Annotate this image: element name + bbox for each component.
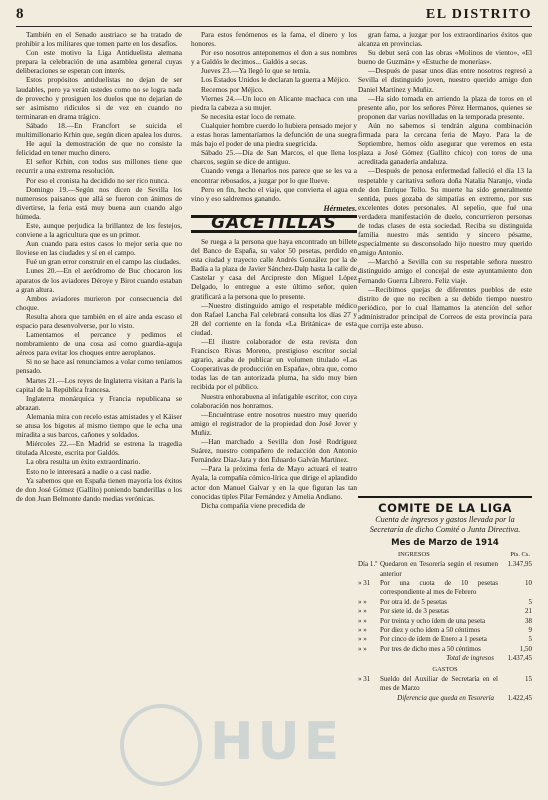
paragraph: Martes 21.—Los reyes de Inglaterra visitan a París la capital de la República francesa.	[16, 375, 182, 394]
ledger-description: Por siete id. de 3 pesetas	[380, 607, 449, 616]
column-3-paragraphs	[358, 30, 532, 492]
paragraph: Cualquier hombre cuerdo lo hubiera pensado mejor y a estas horas lamentaríamos la defunción de una suegra más bajo el poder de una piedra suegricida.	[191, 120, 357, 149]
chronicle-continuation	[191, 30, 357, 203]
paragraph: —Después de penosa enfermedad falleció el día 13 la respetable y caritativa señora doña Natalia Naranjo, viuda de don Enrique Tello. Su muerte ha sido generalmente sentida, pues gozaba de simpatías en extremo, por sus excelentes dotes personales. Al sepelio, que fué una verdadera manifestación de duelo, concurrieron personas de todas clases de esta sociedad. Reciba su distinguida familia nuestro más sentido y sincero pésame, especialmente su desconsolado hijo nuestro muy querido amigo Antonio.	[358, 166, 532, 258]
paragraph: —Han marchado a Sevilla don José Rodríguez Suárez, nuestro compañero de redacción don Antonio Fernández Díaz-Jara y don Eduardo Galván Martínez.	[191, 437, 357, 465]
paragraph: —Ha sido tomada en arriendo la plaza de toros en el presente año, por los señores Pérez Hermanos, quienes se proponen dar varias novilladas en la temporada presente.	[358, 93, 532, 121]
column-1-paragraphs	[16, 30, 182, 503]
gastos-list	[358, 675, 532, 694]
total-ingresos-row	[358, 654, 532, 663]
ledger-description: Sueldo del Auxiliar de Secretaría en el mes de Marzo	[380, 674, 498, 693]
gacetillas-paragraphs	[191, 237, 357, 510]
paragraph: gran fama, a juzgar por los extraordinarios éxitos que alcanza en provincias.	[358, 30, 532, 49]
ledger-row	[358, 560, 532, 579]
paragraph: Lamentamos el percance y pedimos el nombramiento de una cosa así como guardia-aguja aéreos para evitar los choques entre aeroplanos.	[16, 330, 182, 358]
header-rule	[16, 26, 532, 27]
paragraph: La obra resulta un éxito extraordinario.	[26, 457, 141, 467]
ledger-amount: 1.347,95	[507, 560, 532, 569]
paragraph: Recemos por Méjico.	[201, 84, 264, 94]
ledger-row	[358, 607, 532, 616]
ledger-day: Día 1.º	[358, 560, 378, 569]
paragraph: Con este motivo la Liga Antiduelista alemana prepara la celebración de una asamblea general cuyas deliberaciones se esperan con interés.	[16, 48, 182, 76]
ledger-row	[358, 579, 532, 598]
ledger-description: Por diez y ocho ídem a 50 céntimos	[380, 626, 481, 635]
column-2	[191, 30, 357, 792]
paragraph: Sábado 25.—Día de San Marcos, el que llena los charcos, según se dice de antiguo.	[191, 148, 357, 167]
ledger-description: Por una cuota de 10 pesetas correspondiente al mes de Febrero	[380, 579, 498, 597]
paragraph: —Encuéntrase entre nosotros nuestro muy querido amigo el registrador de la propiedad don José Jover y Muñiz.	[191, 409, 357, 437]
ledger-row	[358, 675, 532, 694]
paragraph: También en el Senado austriaco se ha tratado de prohibir a los militares que tomen parte en los desafíos.	[16, 30, 182, 49]
ledger-amount: 15	[525, 674, 532, 683]
section-divider	[358, 496, 532, 498]
ledger-amount: 9	[528, 626, 532, 635]
currency-label: Pts. Cs.	[510, 551, 530, 559]
paragraph: —Después de pasar unos días entre nosotros regresó a Sevilla el distinguido joven, nuestro querido amigo don Daniel Martínez y Muñiz.	[358, 66, 532, 94]
page-number: 8	[16, 6, 24, 22]
paragraph: El señor Krhin, con todos sus millones tiene que recurrir a una extrema resolución.	[16, 157, 182, 176]
ledger-amount: 1,50	[519, 644, 532, 653]
column-1	[16, 30, 182, 792]
diferencia-row	[358, 694, 532, 703]
paragraph: Pero en fin, hecho el viaje, que convierta el agua en vino y eso saldremos ganando.	[191, 184, 357, 203]
ledger-description: Quedaron en Tesorería según el resumen anterior	[380, 560, 498, 578]
newspaper-title: EL DISTRITO	[425, 7, 532, 22]
ledger-amount: 5	[528, 635, 532, 644]
paragraph: Estos propósitos antiduelistas no dejan de ser laudables, pero ya verán ustedes como no se logra nada de provecho y prosiguen los duelos que no dejarían de ser asimismo ridículos si de vez en cuando no terminaran en drama trágico.	[16, 75, 182, 121]
ledger-amount: 5	[528, 597, 532, 606]
paragraph: Domingo 19.—Según nos dicen de Sevilla los numerosos paisanos que allá se fueron con ánimos de divertirse, la feria está muy buena aun cuando algo húmeda.	[16, 184, 182, 221]
ledger-description: Por treinta y ocho ídem de una peseta	[380, 616, 486, 625]
paragraph: Fué un gran error construir en el campo las ciudades.	[26, 257, 181, 267]
comite-subtitle: Cuenta de ingresos y gastos llevada por la Secretaría de dicho Comité o Junta Directiva.	[369, 515, 521, 534]
diferencia-amount: 1.422,45	[507, 693, 532, 702]
ledger-row	[358, 598, 532, 607]
paragraph: Esto no le interesará a nadie o a casi nadie.	[26, 466, 152, 476]
ledger-row	[358, 635, 532, 644]
page-header	[16, 6, 532, 24]
paragraph: Miércoles 22.—En Madrid se estrena la tragedia titulada Alceste, escrita por Galdós.	[16, 439, 182, 458]
paragraph: Resulta ahora que también en el aire anda escaso el espacio para desenvolverse, por lo visto.	[16, 311, 182, 330]
comite-title: COMITE DE LA LIGA	[378, 501, 512, 515]
paragraph: Aun cuando para estos casos lo mejor sería que no lloviese en las ciudades y sí en el campo.	[16, 239, 182, 258]
paragraph: Ambos aviadores murieron por consecuencia del choque.	[16, 293, 182, 312]
paragraph: Por eso nosotros anteponemos el don a sus nombres y a Galdós le decimos... Galdós a secas.	[191, 48, 357, 67]
paragraph: Cuando venga a llenarlos nos parece que se les va a encontrar rebosados, a juzgar por lo que llueve.	[191, 166, 357, 185]
paragraph: Jueves 23.—Ya llegó lo que se temía.	[201, 66, 311, 76]
paragraph: Se ruega a la persona que haya encontrado un billete del Banco de España, su valor 50 pesetas, perdido en esta ciudad y trayecto calle Andrés González por la de Badía a la plaza de Javier Sánchez-Dalp hasta la calle de Castelar y casa del Arcipreste don Miguel López Delgado, lo entregue a este último señor, quien gratificará a la persona que lo presente.	[191, 236, 357, 301]
ingresos-header	[398, 550, 530, 559]
ledger-day: » 31	[358, 674, 371, 683]
gacetillas-heading: GACETILLAS	[191, 215, 357, 233]
ledger-description: Por otra id. de 5 pesetas	[380, 597, 447, 606]
paragraph: Lunes 20.—En el aeródromo de Buc chocaron los aparatos de los aviadores Déroye y Birot cuando estaban a gran altura.	[16, 266, 182, 294]
ledger-description: Por cinco de ídem de Enero a 1 peseta	[380, 635, 487, 644]
paragraph: Por eso el cronista ha decidido no ser rico nunca.	[26, 175, 170, 185]
comite-month: Mes de Marzo de 1914	[391, 538, 499, 548]
total-ingresos-amount: 1.437,45	[507, 654, 532, 663]
paragraph: —El ilustre colaborador de esta revista don Francisco Rivas Moreno, prestigioso escritor social agrario, acaba de publicar un volumen titulado «Las Cooperativas de producción en España», obra que, como todas las de tan autorizada pluma, ha sido muy bien recibida por el público.	[191, 337, 357, 392]
ledger-day: » »	[358, 616, 367, 625]
ledger-amount: 38	[525, 616, 532, 625]
ledger-day: » »	[358, 607, 367, 616]
paragraph: Se necesita estar loco de remate.	[201, 111, 296, 121]
paragraph: Alemania mira con recelo estas amistades y el Káiser se atusa los bigotes al mismo tiempo que le echa una miradita a sus barcos, cañones y soldados.	[16, 411, 182, 440]
paragraph: Viernes 24.—Un loco en Alicante machaca con una piedra la cabeza a su mujer.	[191, 93, 357, 112]
paragraph: Nuestra enhorabuena al infatigable escritor, con cuya colaboración nos honramos.	[191, 391, 357, 410]
watermark-text: HUE	[210, 712, 344, 772]
ingresos-label: INGRESOS	[398, 551, 430, 559]
paragraph: Aún no sabemos si tendrán alguna combinación firmada para la cercana feria de Mayo. Para la de Septiembre, hemos oído asegurar que veremos en esta plaza a José Gómez (Gallito chico) con toros de una acreditada ganadería andaluza.	[358, 120, 532, 167]
gastos-label: GASTOS	[432, 665, 458, 673]
paragraph: Este, aunque perjudica la brillantez de los festejos, conviene a la agricultura que es un primor.	[16, 220, 182, 240]
chronicle-signature: Hérmetes.	[323, 203, 357, 213]
comite-section	[358, 501, 532, 703]
paragraph: —Nuestro distinguido amigo el respetable médico don Rafael Lancha Fal celebrará consulta los días 27 y 28 del corriente en la fonda «La Británica» de esta ciudad.	[191, 300, 357, 337]
ledger-row	[358, 617, 532, 626]
paragraph: Su debut será con las obras «Molinos de viento», «El bueno de Guzmán» y «Estuche de monerías».	[358, 48, 532, 67]
ledger-row	[358, 626, 532, 635]
ledger-day: » 31	[358, 579, 371, 587]
column-3	[358, 30, 532, 792]
ledger-amount: 10	[525, 579, 532, 587]
paragraph: Ya sabemos que en España tienen mayoría los éxitos de don José Gómez (Gallito) poniendo banderillas o los de don Juan Belmonte dando medias verónicas.	[16, 475, 182, 503]
ledger-amount: 21	[525, 607, 532, 616]
ledger-day: » »	[358, 626, 367, 635]
ledger-day: » »	[358, 644, 367, 653]
paragraph: Para estos fenómenos es la fama, el dinero y los honores.	[191, 30, 357, 49]
total-ingresos-label: Total de ingresos	[446, 654, 494, 663]
paragraph: —Para la próxima feria de Mayo actuará el teatro Ayala, la compañía cómico-lírica que dirige el aplaudido actor don Manuel Galvar y en la que figuran las tan conocidas tiples Pilar Fernández y Amelia Andiano.	[191, 464, 357, 501]
ledger-day: » »	[358, 635, 367, 644]
paragraph: Dicha compañía viene precedida de	[201, 500, 306, 510]
paragraph: Si no se hace así renunciamos a volar como teníamos pensado.	[16, 357, 182, 376]
paragraph: —Recibimos quejas de diferentes pueblos de este distrito de que no reciben a su debido tiempo nuestro periódico, por lo cual llamamos la atención del señor administrador principal de Correos de esta provincia para que corrija este abuso.	[358, 284, 532, 330]
diferencia-label: Diferencia que queda en Tesorería	[397, 693, 494, 702]
ingresos-list	[358, 560, 532, 654]
paragraph: —Marchó a Sevilla con su respetable señora nuestro distinguido amigo el concejal de este ayuntamiento don Fernando Guerra Librero. Feliz viaje.	[358, 257, 532, 285]
paragraph: Inglaterra monárquica y Francia republicana se abrazan.	[16, 393, 182, 412]
ledger-description: Por tres de dicho mes a 50 céntimos	[380, 644, 481, 653]
paragraph: Sábado 18.—En Francfort se suicida el multimillonario Krhin que, según dicen apalea los duros.	[16, 120, 182, 140]
paragraph: He aquí la demostración de que no consiste la felicidad en tener mucho dinero.	[16, 139, 182, 158]
ledger-day: » »	[358, 597, 367, 606]
paragraph: Los Estados Unidos le declaran la guerra a Méjico.	[201, 75, 350, 85]
ledger-row	[358, 645, 532, 654]
